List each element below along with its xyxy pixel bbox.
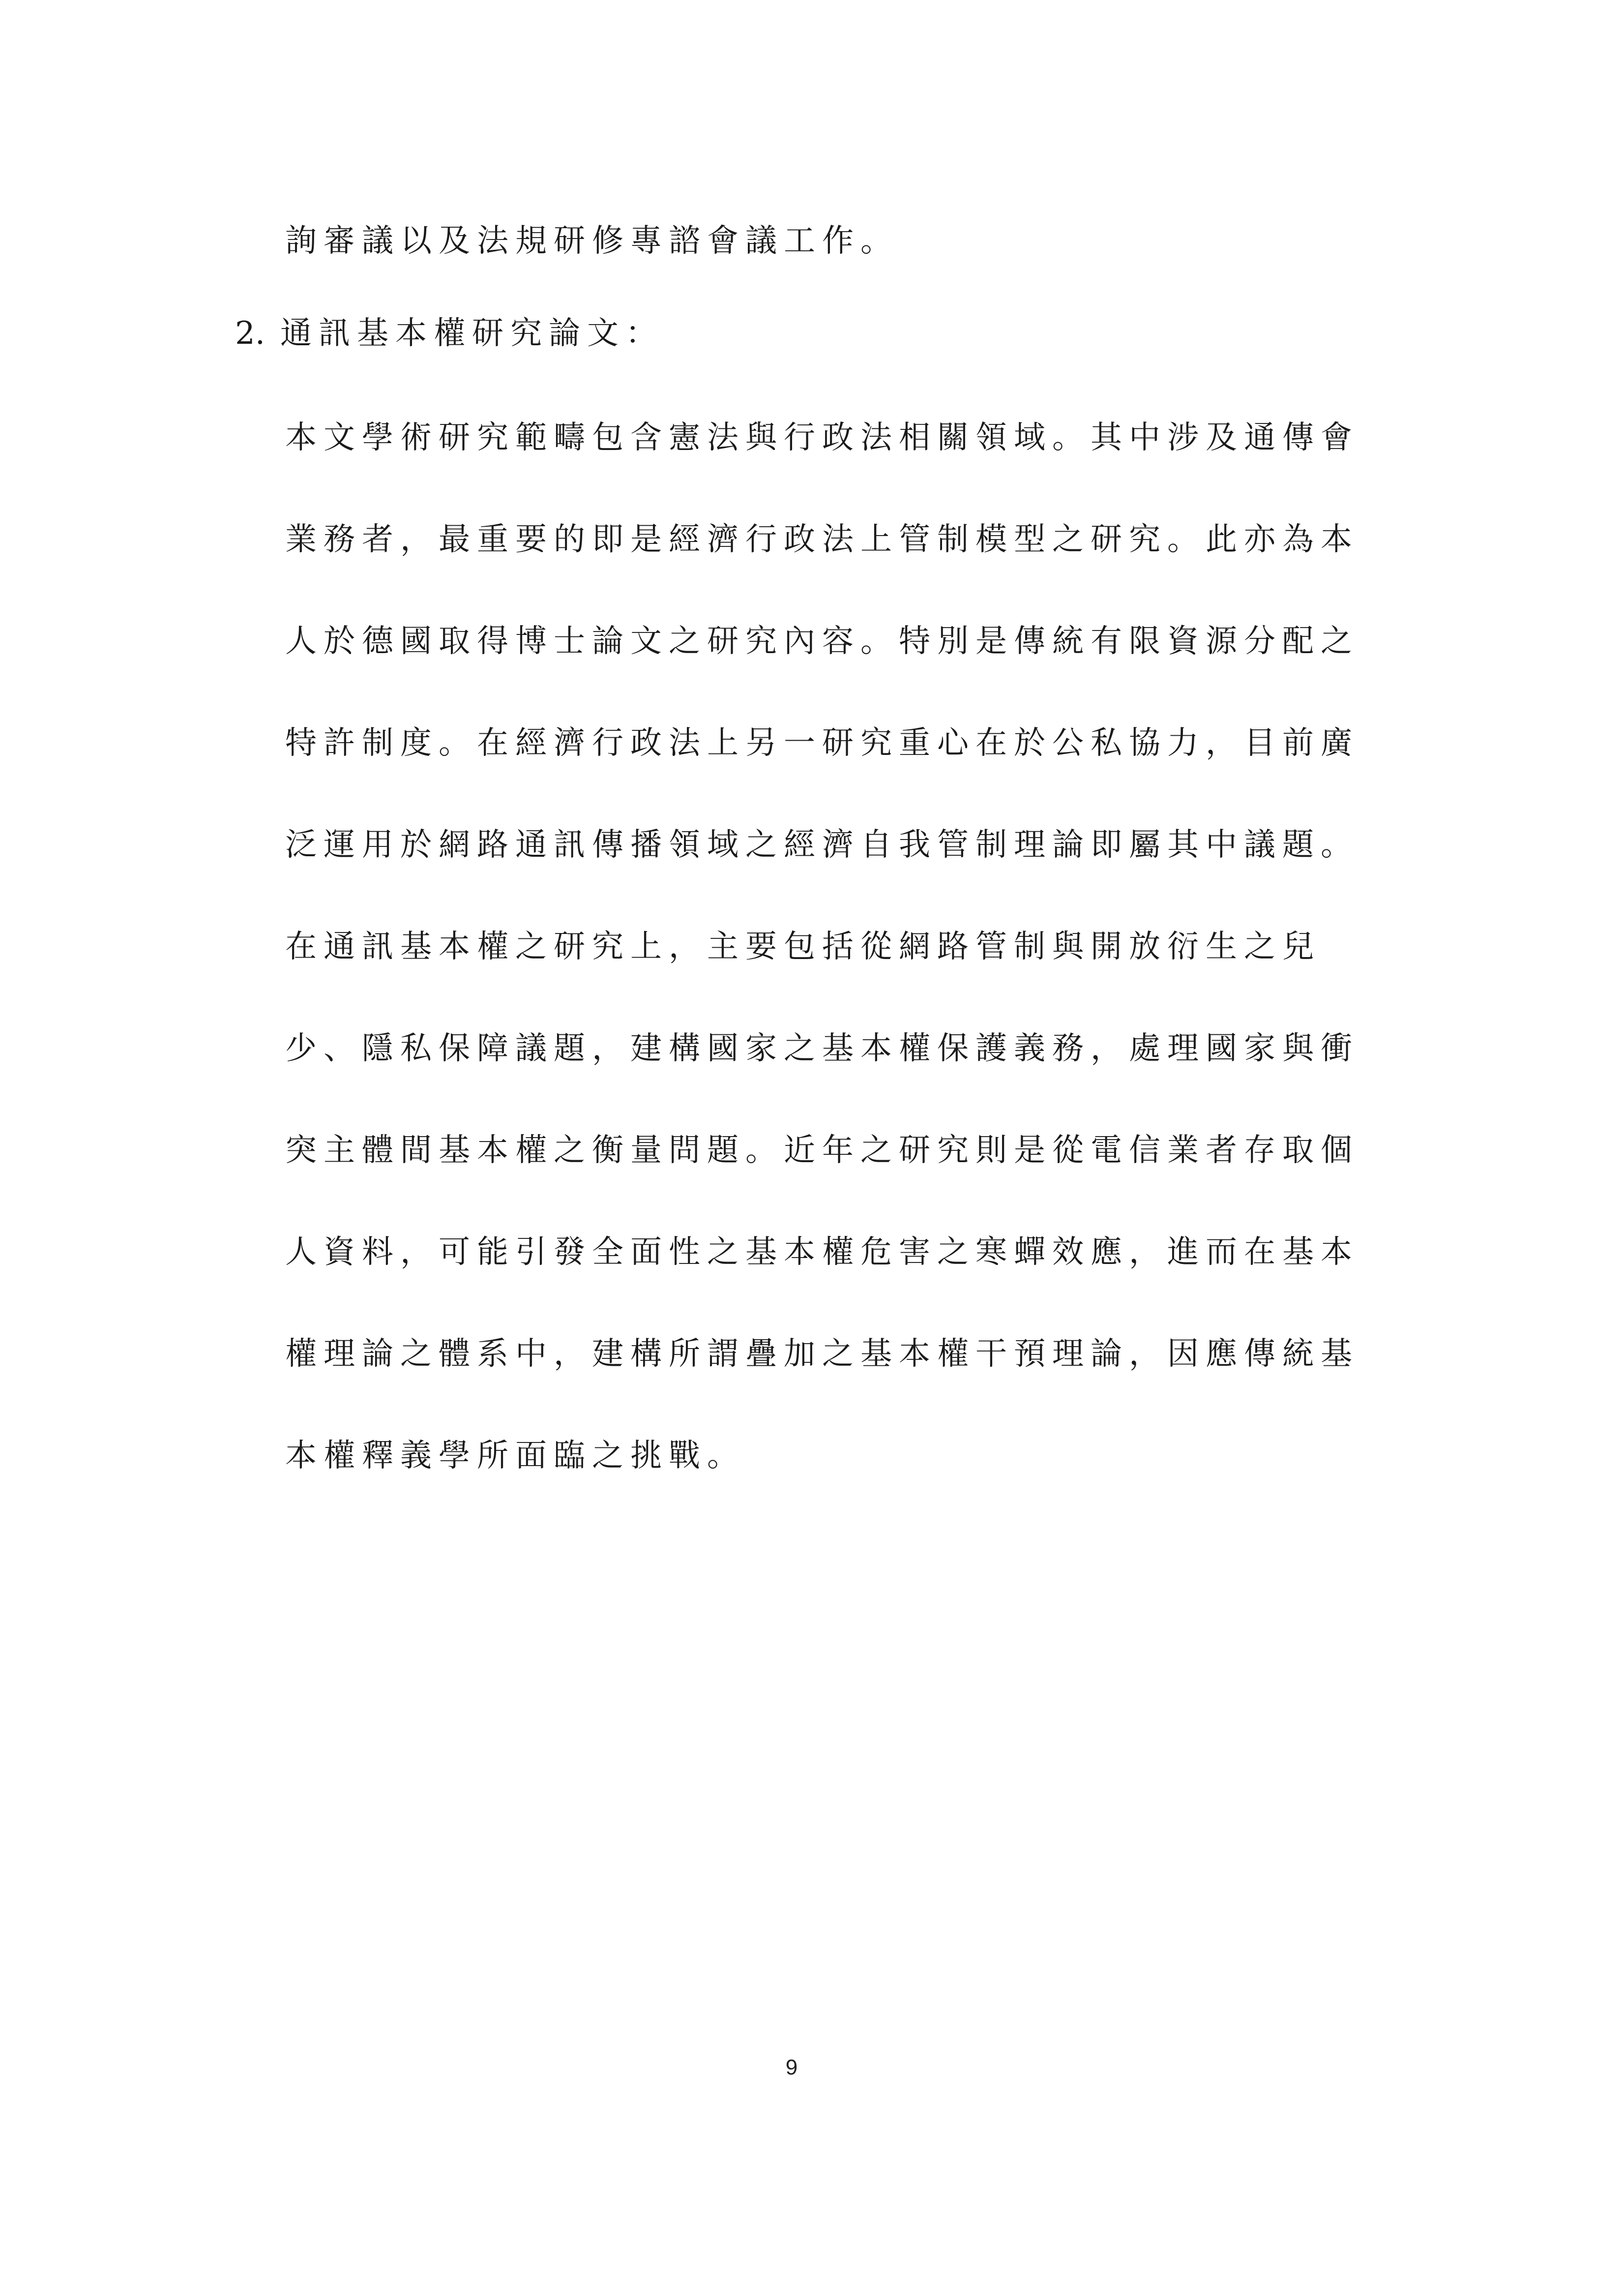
paragraph-line: 本權釋義學所面臨之挑戰。 (285, 1438, 745, 1474)
paragraph-line: 本文學術研究範疇包含憲法與行政法相關領域。其中涉及通傳會 (285, 420, 1359, 456)
section-number: 2. (235, 315, 266, 352)
paragraph-line: 少、隱私保障議題，建構國家之基本權保護義務，處理國家與衝 (285, 1030, 1359, 1067)
paragraph-line: 特許制度。在經濟行政法上另一研究重心在於公私協力，目前廣 (285, 725, 1359, 761)
paragraph-line: 業務者，最重要的即是經濟行政法上管制模型之研究。此亦為本 (285, 521, 1359, 558)
page-number: 9 (785, 2055, 798, 2079)
section-title: 通訊基本權研究論文： (280, 315, 664, 352)
paragraph-line: 在通訊基本權之研究上，主要包括從網路管制與開放衍生之兒 (285, 929, 1321, 965)
paragraph-line: 突主體間基本權之衡量問題。近年之研究則是從電信業者存取個 (285, 1132, 1359, 1169)
paragraph-line: 人於德國取得博士論文之研究內容。特別是傳統有限資源分配之 (285, 623, 1359, 660)
paragraph-line: 人資料，可能引發全面性之基本權危害之寒蟬效應，進而在基本 (285, 1234, 1359, 1270)
paragraph-line: 泛運用於網路通訊傳播領域之經濟自我管制理論即屬其中議題。 (285, 827, 1359, 863)
paragraph-line: 權理論之體系中，建構所謂疊加之基本權干預理論，因應傳統基 (285, 1336, 1359, 1372)
continuation-line: 詢審議以及法規研修專諮會議工作。 (285, 223, 899, 259)
